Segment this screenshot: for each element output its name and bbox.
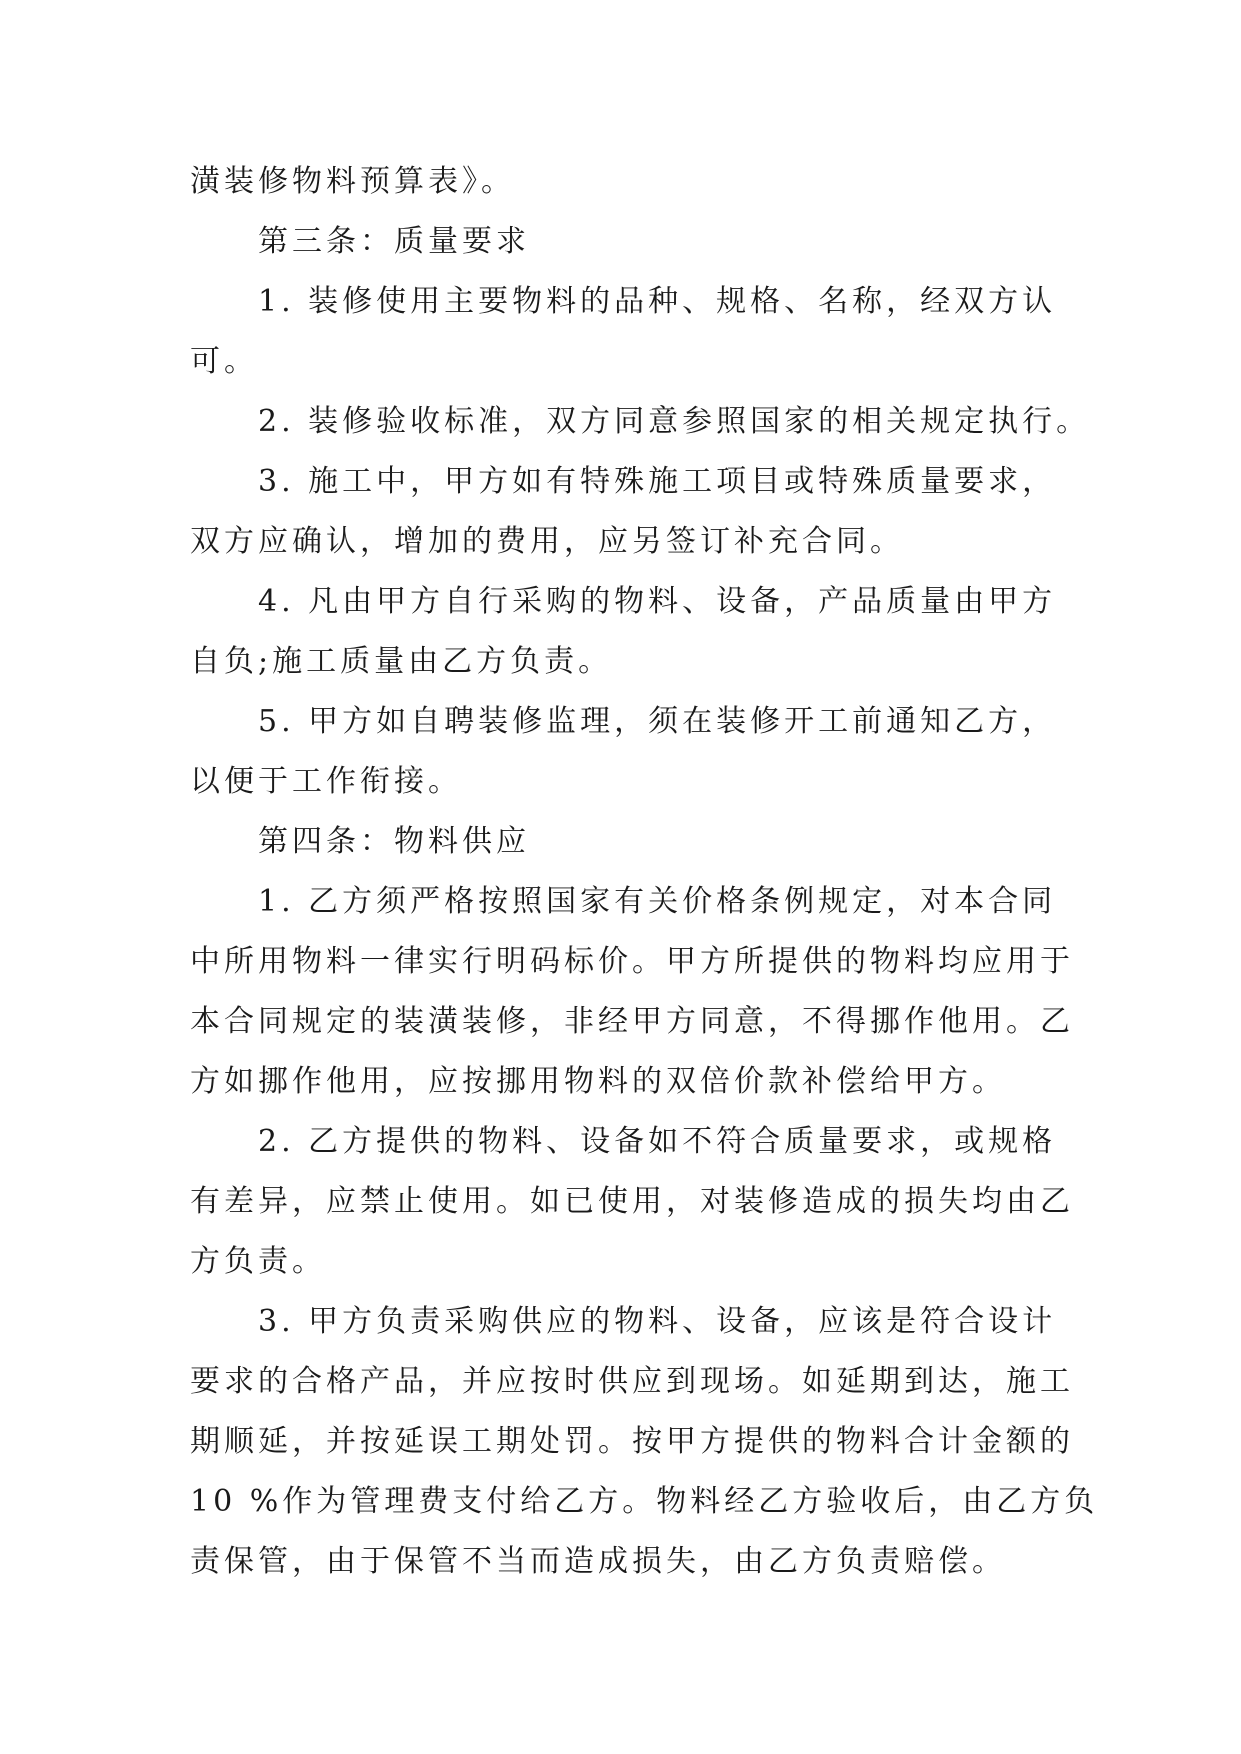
text-line: 潢装修物料预算表》。	[190, 164, 515, 199]
article-3-clause-3	[190, 452, 1057, 572]
text-line: 期顺延，并按延误工期处罚。按甲方提供的物料合计金额的	[190, 1424, 1074, 1459]
article-3-clause-2	[190, 392, 1091, 452]
text-line: 以便于工作衔接。	[190, 764, 462, 799]
text-line: 2. 乙方提供的物料、设备如不符合质量要求，或规格	[258, 1124, 1057, 1159]
article-3-heading	[190, 212, 1052, 272]
text-line: 第四条：物料供应	[258, 824, 530, 859]
paragraph-continuation	[190, 152, 1052, 212]
text-line: 1. 乙方须严格按照国家有关价格条例规定，对本合同	[258, 884, 1057, 919]
text-line: 双方应确认，增加的费用，应另签订补充合同。	[190, 524, 904, 559]
text-line: 5. 甲方如自聘装修监理，须在装修开工前通知乙方，	[258, 704, 1057, 739]
text-line: 3. 甲方负责采购供应的物料、设备，应该是符合设计	[258, 1304, 1057, 1339]
text-line: 方如挪作他用，应按挪用物料的双倍价款补偿给甲方。	[190, 1064, 1006, 1099]
text-line: 4. 凡由甲方自行采购的物料、设备，产品质量由甲方	[258, 584, 1057, 619]
text-line: 2. 装修验收标准，双方同意参照国家的相关规定执行。	[258, 404, 1091, 439]
article-4-heading	[190, 812, 1052, 872]
contract-body	[190, 152, 1099, 1592]
article-3-clause-1	[190, 272, 1057, 392]
text-line: 中所用物料一律实行明码标价。甲方所提供的物料均应用于	[190, 944, 1074, 979]
text-line: 有差异，应禁止使用。如已使用，对装修造成的损失均由乙	[190, 1184, 1074, 1219]
text-line: 10 %作为管理费支付给乙方。物料经乙方验收后，由乙方负	[190, 1484, 1099, 1519]
text-line: 方负责。	[190, 1244, 326, 1279]
text-line: 责保管，由于保管不当而造成损失，由乙方负责赔偿。	[190, 1544, 1006, 1579]
article-3-clause-4	[190, 572, 1057, 692]
text-line: 本合同规定的装潢装修，非经甲方同意，不得挪作他用。乙	[190, 1004, 1074, 1039]
text-line: 3. 施工中，甲方如有特殊施工项目或特殊质量要求，	[258, 464, 1057, 499]
article-4-clause-2	[190, 1112, 1074, 1292]
article-3-clause-5	[190, 692, 1057, 812]
text-line: 可。	[190, 344, 258, 379]
article-4-clause-3	[190, 1292, 1099, 1592]
text-line: 1. 装修使用主要物料的品种、规格、名称，经双方认	[258, 284, 1057, 319]
text-line: 自负;施工质量由乙方负责。	[190, 644, 613, 679]
article-4-clause-1	[190, 872, 1074, 1112]
text-line: 第三条：质量要求	[258, 224, 530, 259]
text-line: 要求的合格产品，并应按时供应到现场。如延期到达，施工	[190, 1364, 1074, 1399]
